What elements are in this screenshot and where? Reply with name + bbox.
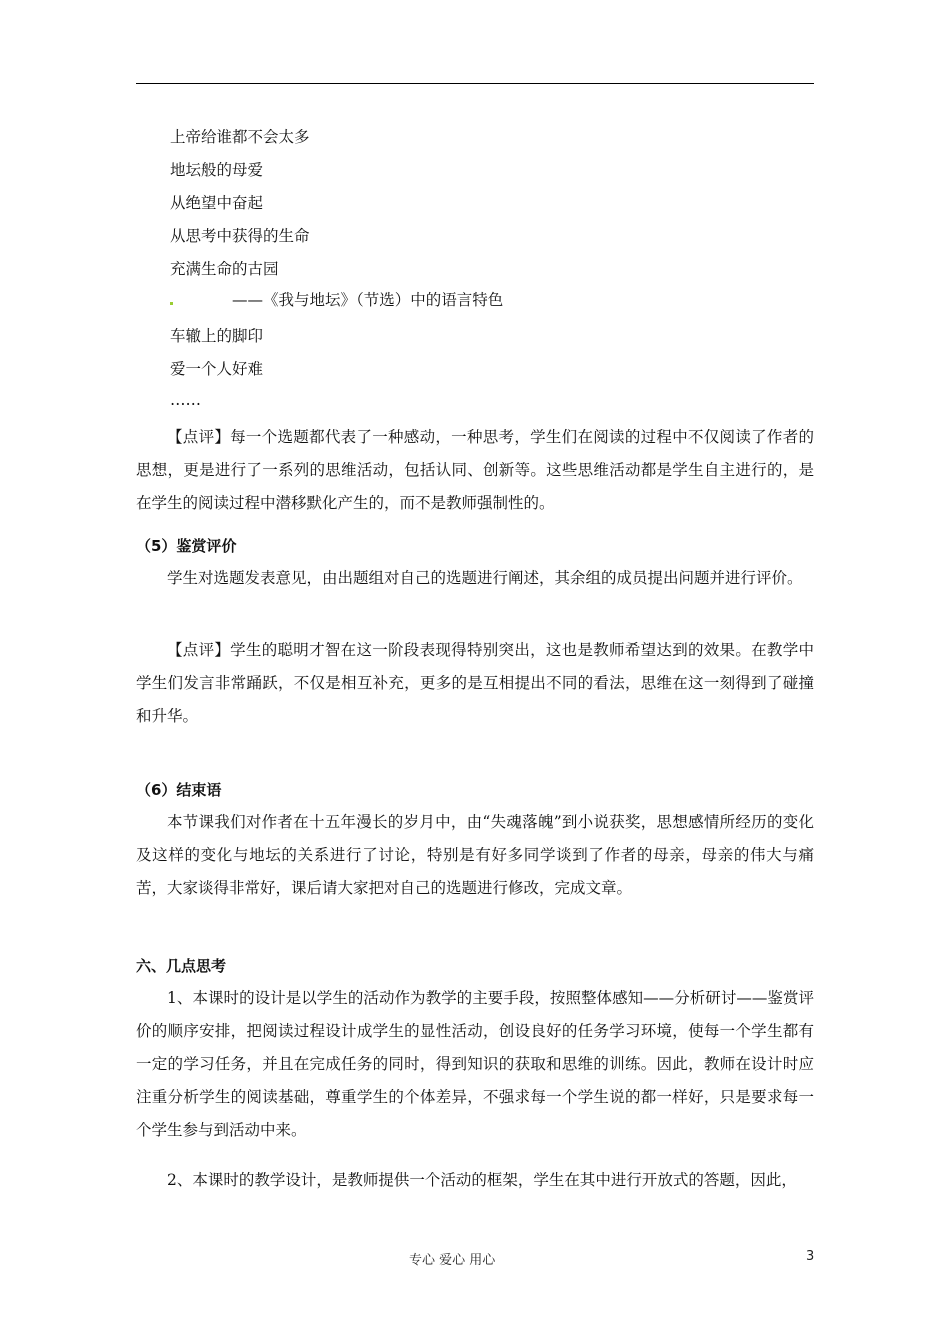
footer-motto: 专心 爱心 用心 [409,1253,496,1268]
list-item: 地坛般的母爱 [170,161,264,179]
page-number: 3 [806,1249,815,1264]
list-item-ellipsis: …… [170,391,201,409]
list-item: 爱一个人好难 [170,360,264,378]
part-heading-six: 六、几点思考 [136,957,227,975]
list-item: 车辙上的脚印 [170,327,264,345]
list-item: 从思考中获得的生命 [170,227,310,245]
list-item-subtitle: ——《我与地坛》（节选）中的语言特色 [232,291,504,309]
section-5-body: 学生对选题发表意见，由出题组对自己的选题进行阐述，其余组的成员提出问题并进行评价。 [167,569,803,587]
header-rule [136,83,814,84]
section-5-comment: 【点评】学生的聪明才智在这一阶段表现得特别突出，这也是教师希望达到的效果。在教学中学生们发言非常踊跃，不仅是相互补充，更多的是互相提出不同的看法，思维在这一刻得到了碰撞和升华。 [136,641,814,725]
section-heading-6: （6）结束语 [136,781,222,799]
comment-paragraph-1: 【点评】每一个选题都代表了一种感动，一种思考，学生们在阅读的过程中不仅阅读了作者的思想，更是进行了一系列的思维活动，包括认同、创新等。这些思维活动都是学生自主进行的，是在学生的阅读过程中潜移默化产生的，而不是教师强制性的。 [136,428,814,512]
mark-dot [170,302,173,305]
section-6-body: 本节课我们对作者在十五年漫长的岁月中，由“失魂落魄”到小说获奖，思想感情所经历的变化及这样的变化与地坛的关系进行了讨论，特别是有好多同学谈到了作者的母亲，母亲的伟大与痛苦，大家谈得非常好，课后请大家把对自己的选题进行修改，完成文章。 [136,813,814,897]
reflection-paragraph-2: 2、本课时的教学设计，是教师提供一个活动的框架，学生在其中进行开放式的答题，因此， [167,1171,797,1189]
reflection-paragraph-1: 1、本课时的设计是以学生的活动作为教学的主要手段，按照整体感知——分析研讨——鉴赏评价的顺序安排，把阅读过程设计成学生的显性活动，创设良好的任务学习环境，使每一个学生都有一定的学习任务，并且在完成任务的同时，得到知识的获取和思维的训练。因此，教师在设计时应注重分析学生的阅读基础，尊重学生的个体差异，不强求每一个学生说的都一样好，只是要求每一个学生参与到活动中来。 [136,989,814,1139]
list-item: 上帝给谁都不会太多 [170,128,310,146]
list-item: 充满生命的古园 [170,260,279,278]
section-heading-5: （5）鉴赏评价 [136,537,237,555]
list-item: 从绝望中奋起 [170,194,264,212]
